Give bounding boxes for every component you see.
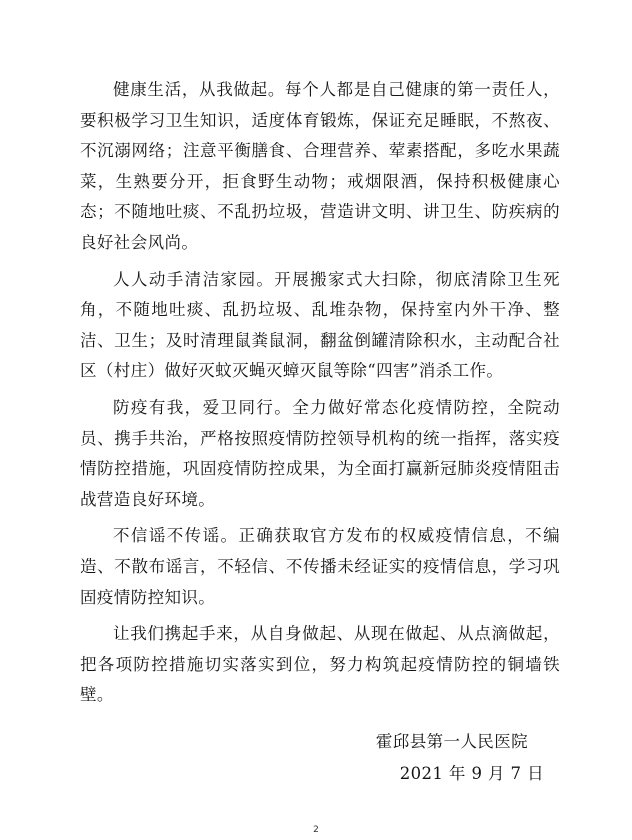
signature-date: 2021 年 9 月 7 日 xyxy=(399,764,544,783)
page-number: 2 xyxy=(313,825,319,835)
paragraph-healthy-living: 健康生活，从我做起。每个人都是自己健康的第一责任人，要积极学习卫生知识，适度体育锻炼，保证充足睡眠，不熬夜、不沉溺网络；注意平衡膳食、合理营养、荤素搭配，多吃水果蔬菜，生熟要分开，拒食野生动物；戒烟限酒，保持积极健康心态；不随地吐痰、不乱扔垃圾，营造讲文明、讲卫生、防疾病的良好社会风尚。 xyxy=(80,80,560,252)
signature-organization: 霍邱县第一人民医院 xyxy=(375,732,528,751)
paragraph-clean-home: 人人动手清洁家园。开展搬家式大扫除，彻底清除卫生死角，不随地吐痰、乱扔垃圾、乱堆杂物，保持室内外干净、整洁、卫生；及时清理鼠粪鼠洞，翻盆倒罐清除积水，主动配合社区（村庄）做好灭蚊灭蝇灭蟑灭鼠等除“四害”消杀工作。 xyxy=(80,269,560,381)
paragraph-closing-call: 让我们携起手来，从自身做起、从现在做起、从点滴做起，把各项防控措施切实落实到位，努力构筑起疫情防控的铜墙铁壁。 xyxy=(80,624,560,705)
document-body xyxy=(80,75,560,717)
paragraph-epidemic-prevention: 防疫有我，爱卫同行。全力做好常态化疫情防控，全院动员、携手共治，严格按照疫情防控领导机构的统一指挥，落实疫情防控措施，巩固疫情防控成果，为全面打赢新冠肺炎疫情阻击战营造良好环境。 xyxy=(80,397,560,509)
paragraph-no-rumors: 不信谣不传谣。正确获取官方发布的权威疫情信息，不编造、不散布谣言，不轻信、不传播未经证实的疫情信息，学习巩固疫情防控知识。 xyxy=(80,526,560,607)
